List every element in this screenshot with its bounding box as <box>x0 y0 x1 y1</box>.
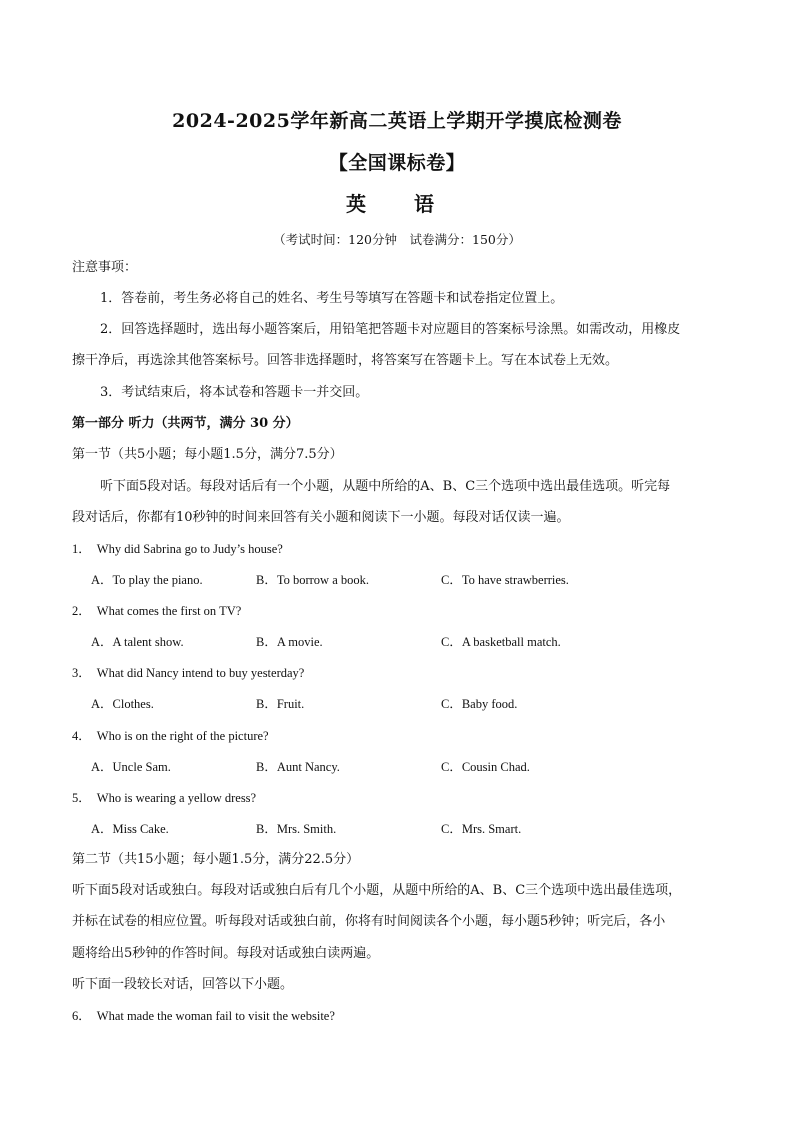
question-1 <box>72 540 283 558</box>
q4-option-c: C．Cousin Chad. <box>441 760 530 774</box>
question-number: 1． <box>72 542 91 556</box>
q4-option-a: A．Uncle Sam. <box>91 760 171 774</box>
q1-option-b: B．To borrow a book. <box>256 573 370 587</box>
section2-heading: 第二节（共15小题；每小题1.5分，满分22.5分） <box>72 852 360 867</box>
question-number: 3． <box>72 666 91 680</box>
question-number: 2． <box>72 604 91 618</box>
question-4 <box>72 727 269 745</box>
section2-instruction-1: 听下面5段对话或独白。每段对话或独白后有几个小题，从题中所给的A、B、C三个选项中选出最佳选项， <box>72 883 682 898</box>
exam-title: 2024-2025学年新高二英语上学期开学摸底检测卷 <box>172 110 622 132</box>
q4-option-b: B．Aunt Nancy. <box>256 760 340 774</box>
q1-option-a: A．To play the piano. <box>91 573 203 587</box>
exam-subtitle: 【全国课标卷】 <box>328 152 466 174</box>
question-number: 6． <box>72 1009 91 1023</box>
part1-heading: 第一部分 听力（共两节，满分 30 分） <box>72 416 299 431</box>
notice-item-1: 1．答卷前，考生务必将自己的姓名、考生号等填写在答题卡和试卷指定位置上。 <box>100 291 564 306</box>
q2-option-a: A．A talent show. <box>91 635 184 649</box>
subject-title: 英 语 <box>346 192 448 216</box>
q5-option-c: C．Mrs. Smart. <box>441 822 522 836</box>
notice-item-2: 2．回答选择题时，选出每小题答案后，用铅笔把答题卡对应题目的答案标号涂黑。如需改动，用橡皮 <box>100 322 681 337</box>
question-3 <box>72 664 304 682</box>
question-text: Why did Sabrina go to Judy’s house? <box>96 542 283 556</box>
q2-option-c: C．A basketball match. <box>441 635 561 649</box>
question-text: What made the woman fail to visit the website? <box>96 1009 335 1023</box>
section1-instruction-2: 段对话后，你都有10秒钟的时间来回答有关小题和阅读下一小题。每段对话仅读一遍。 <box>72 510 570 525</box>
question-5 <box>72 789 256 807</box>
section2-instruction-3: 题将给出5秒钟的作答时间。每段对话或独白读两遍。 <box>72 946 380 961</box>
question-2 <box>72 602 241 620</box>
section1-instruction-1: 听下面5段对话。每段对话后有一个小题，从题中所给的A、B、C三个选项中选出最佳选项。听完每 <box>100 479 671 494</box>
question-number: 4． <box>72 729 91 743</box>
question-text: What did Nancy intend to buy yesterday? <box>96 666 305 680</box>
q3-option-b: B．Fruit. <box>256 697 305 711</box>
section1-heading: 第一节（共5小题；每小题1.5分，满分7.5分） <box>72 447 343 462</box>
q3-option-a: A．Clothes. <box>91 697 154 711</box>
section2-instruction-2: 并标在试卷的相应位置。听每段对话或独白前，你将有时间阅读各个小题，每小题5秒钟；听完后，各小 <box>72 914 666 929</box>
question-6 <box>72 1007 335 1025</box>
q2-option-b: B．A movie. <box>256 635 323 649</box>
notice-item-3: 3．考试结束后，将本试卷和答题卡一并交回。 <box>100 385 369 400</box>
q5-option-b: B．Mrs. Smith. <box>256 822 337 836</box>
question-text: Who is wearing a yellow dress? <box>96 791 257 805</box>
question-text: What comes the first on TV? <box>96 604 242 618</box>
q3-option-c: C．Baby food. <box>441 697 518 711</box>
q1-option-c: C．To have strawberries. <box>441 573 569 587</box>
question-text: Who is on the right of the picture? <box>96 729 269 743</box>
question-number: 5． <box>72 791 91 805</box>
notice-heading: 注意事项： <box>72 260 138 275</box>
notice-item-2-cont: 擦干净后，再选涂其他答案标号。回答非选择题时，将答案写在答题卡上。写在本试卷上无效。 <box>72 353 619 368</box>
q5-option-a: A．Miss Cake. <box>91 822 169 836</box>
sub-instruction: 听下面一段较长对话，回答以下小题。 <box>72 977 294 992</box>
exam-info: （考试时间：120分钟 试卷满分：150分） <box>273 232 521 247</box>
